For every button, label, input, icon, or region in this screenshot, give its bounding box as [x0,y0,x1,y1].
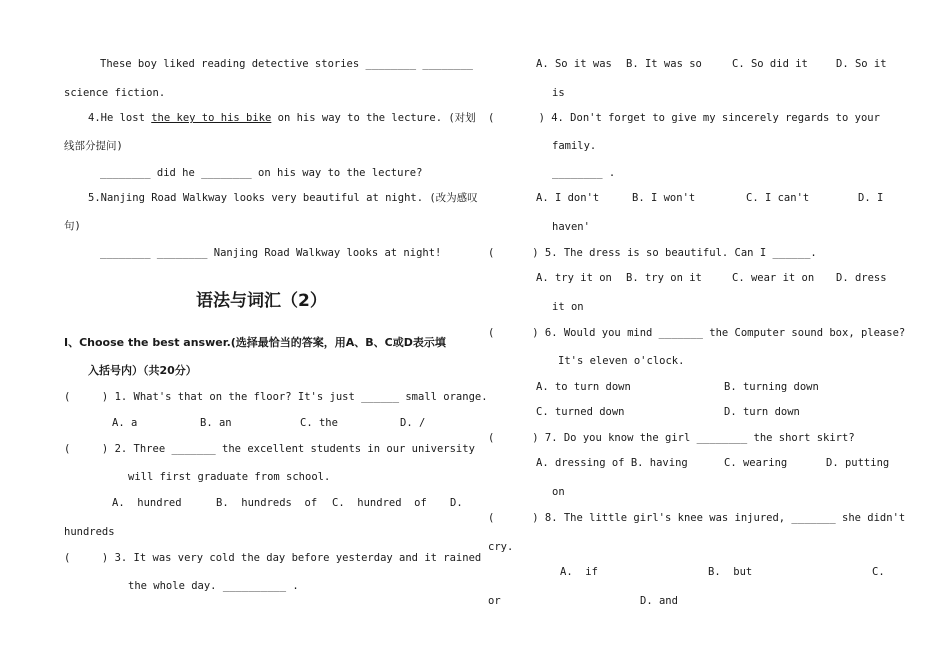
text-line: science fiction. [64,87,166,99]
option-a: A. dressing of B. having [536,457,688,469]
option-c: C. wear it on [732,272,815,284]
question-5: ( ) 5. The dress is so beautiful. Can I ______. [488,247,817,259]
question-7: ( ) 7. Do you know the girl ________ the short skirt? [488,432,855,444]
text-line: will first graduate from school. [128,471,331,483]
option-d: D. and [640,595,678,607]
question-4: ( ) 4. Don't forget to give my sincerely regards to your [488,112,880,124]
text-line: These boy liked reading detective stories ________ ________ [100,58,473,70]
option-b: B. I won't [632,192,696,204]
text-line: 线部分提问) [64,140,123,152]
option-a: A. try it on [536,272,612,284]
option-a: A. So it was [536,58,612,70]
text-line: 句) [64,220,81,232]
option-a: A. I don't [536,192,600,204]
section-instruction: 入括号内）（共20分） [88,364,197,377]
option-c: C. the [300,417,338,429]
option-b: B. but [708,566,753,578]
text-line: ________ ________ Nanjing Road Walkway looks at night! [100,247,442,259]
question-3: ( ) 3. It was very cold the day before yesterday and it rained [64,552,482,564]
text-line: ________ did he ________ on his way to the lecture? [100,167,423,179]
option-d: D. So it [836,58,887,70]
text-line: hundreds [64,526,115,538]
option-c: C. wearing [724,457,788,469]
underlined-phrase: the key to his bike [151,112,272,124]
option-c: C. I can't [746,192,810,204]
text-line: on [552,486,565,498]
text-line: haven' [552,221,590,233]
text-line: is [552,87,565,99]
text-line: it on [552,301,584,313]
option-a: A. hundred [112,497,182,509]
question-5: 5.Nanjing Road Walkway looks very beautiful at night. (改为感叹 [88,192,478,204]
question-8: ( ) 8. The little girl's knee was injured, _______ she didn't [488,512,906,524]
question-6: ( ) 6. Would you mind _______ the Computer sound box, please? [488,327,906,339]
text-line: ________ . [552,167,616,179]
question-1: ( ) 1. What's that on the floor? It's just ______ small orange. [64,391,488,403]
section-instruction: Ⅰ、Choose the best answer.(选择最恰当的答案，用A、B、C或D表示填 [64,336,446,349]
option-c: C. So did it [732,58,808,70]
option-b: B. an [200,417,232,429]
question-2: ( ) 2. Three _______ the excellent students in our university [64,443,475,455]
option-d: D. / [400,417,426,429]
option-d: D. I [858,192,884,204]
option-b: B. It was so [626,58,702,70]
option-a: A. a [112,417,138,429]
text-line: cry. [488,541,514,553]
text-line: family. [552,140,597,152]
text-part: 4.He lost [88,112,152,124]
section-title: 语法与词汇（2） [196,291,327,311]
text-line: It's eleven o'clock. [558,355,685,367]
text-line: or [488,595,501,607]
option-d: D. dress [836,272,887,284]
text-line: the whole day. __________ . [128,580,299,592]
option-a: A. to turn down [536,381,631,393]
option-d: D. [450,497,463,509]
option-a: A. if [560,566,598,578]
option-b: B. try on it [626,272,702,284]
option-c: C. turned down [536,406,625,418]
option-c: C. [872,566,885,578]
option-c: C. hundred of [332,497,427,509]
option-d: D. turn down [724,406,800,418]
question-4 [88,111,476,125]
text-part: on his way to the lecture. (对划 [271,112,476,124]
option-b: B. hundreds of [216,497,318,509]
option-d: D. putting [826,457,890,469]
option-b: B. turning down [724,381,819,393]
